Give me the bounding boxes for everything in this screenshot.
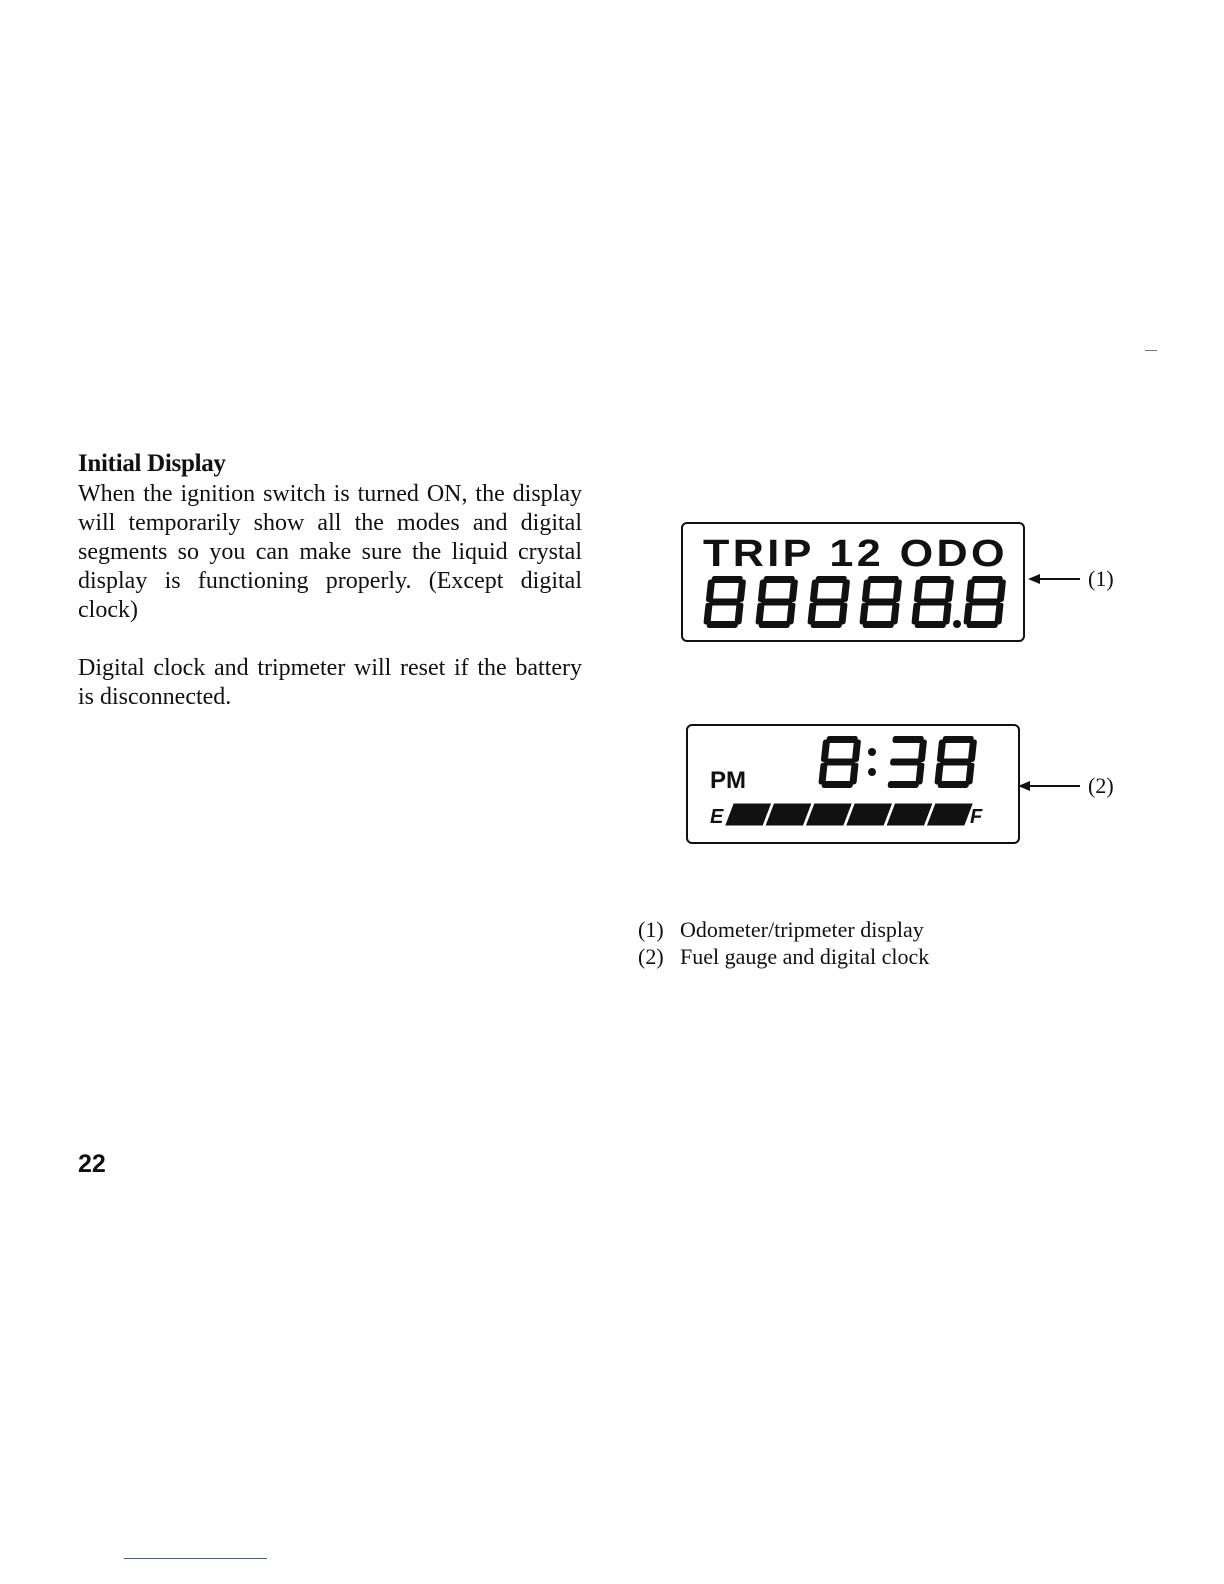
figure-legend: [638, 916, 929, 970]
fuel-gauge-bars: [726, 804, 972, 825]
lcd-segment: [811, 621, 843, 628]
lcd-digit: [934, 736, 977, 788]
clock-digits: [818, 736, 977, 788]
colon-dot: [868, 768, 876, 776]
lcd-digit: [703, 576, 746, 628]
fuel-bar-segment: [887, 804, 931, 825]
lcd-segment: [711, 576, 743, 583]
section-heading: Initial Display: [78, 450, 226, 477]
legend-text: Odometer/tripmeter display: [680, 917, 924, 942]
lcd-digit: [807, 576, 850, 628]
fuel-bar-segment: [766, 804, 810, 825]
lcd-segment: [863, 621, 895, 628]
lcd-segment: [917, 599, 949, 606]
legend-text: Fuel gauge and digital clock: [680, 944, 930, 969]
odometer-digits: [703, 576, 1006, 628]
scan-mark: [1145, 350, 1157, 351]
arrow-icon: [1030, 578, 1080, 580]
lcd-segment: [892, 736, 924, 743]
lcd-digit: [911, 576, 954, 628]
lcd-digit: [963, 576, 1006, 628]
page-number: 22: [78, 1150, 106, 1178]
odometer-tripmeter-display: [681, 522, 1025, 642]
decimal-point: [953, 620, 961, 628]
lcd-segment: [888, 781, 920, 788]
callout-2: (2): [1088, 773, 1114, 798]
arrow-icon: [1020, 785, 1080, 787]
lcd-segment: [971, 576, 1003, 583]
lcd-digit: [859, 576, 902, 628]
lcd-segment: [824, 759, 856, 766]
lcd-segment: [826, 736, 858, 743]
lcd-segment: [709, 599, 741, 606]
colon-dot: [868, 748, 876, 756]
lcd-segment: [761, 599, 793, 606]
legend-item: [638, 943, 929, 970]
paragraph-initial-display: When the ignition switch is turned ON, the display will temporarily show all the modes and digital segments so you can make sure the liquid crystal display is functioning properly. (Except digital clock): [78, 481, 582, 623]
lcd-segment: [822, 781, 854, 788]
callout-1: (1): [1088, 566, 1114, 591]
lcd-segment: [938, 781, 970, 788]
legend-item: [638, 916, 929, 943]
lcd-segment: [967, 621, 999, 628]
lcd-segment: [919, 576, 951, 583]
fuel-gauge-clock-display: [686, 724, 1020, 844]
lcd-segment: [969, 599, 1001, 606]
lcd-digit: [818, 736, 861, 788]
lcd-segment: [813, 599, 845, 606]
legend-number: (2): [638, 944, 664, 969]
lcd-segment: [942, 736, 974, 743]
lcd-segment: [865, 599, 897, 606]
footer-rule: [124, 1558, 267, 1559]
legend-number: (1): [638, 917, 664, 942]
lcd-digit: [755, 576, 798, 628]
paragraph-reset-note: Digital clock and tripmeter will reset if the battery is disconnected.: [78, 655, 582, 710]
lcd-segment: [759, 621, 791, 628]
lcd-segment: [707, 621, 739, 628]
instructions-section: [78, 448, 582, 712]
fuel-full-label: F: [970, 806, 983, 828]
odometer-lcd-graphic: [683, 524, 1023, 640]
lcd-segment: [940, 759, 972, 766]
fuel-bar-segment: [807, 804, 851, 825]
lcd-segment: [867, 576, 899, 583]
lcd-digit: [888, 736, 928, 788]
clock-lcd-graphic: [688, 726, 1018, 842]
lcd-segment: [890, 759, 922, 766]
mode-label: TRIP 12 ODO: [703, 533, 1008, 575]
fuel-bar-segment: [726, 804, 770, 825]
ampm-indicator: PM: [710, 767, 746, 794]
lcd-segment: [915, 621, 947, 628]
fuel-bar-segment: [847, 804, 891, 825]
lcd-segment: [763, 576, 795, 583]
fuel-bar-segment: [928, 804, 972, 825]
fuel-empty-label: E: [710, 806, 724, 828]
lcd-segment: [815, 576, 847, 583]
